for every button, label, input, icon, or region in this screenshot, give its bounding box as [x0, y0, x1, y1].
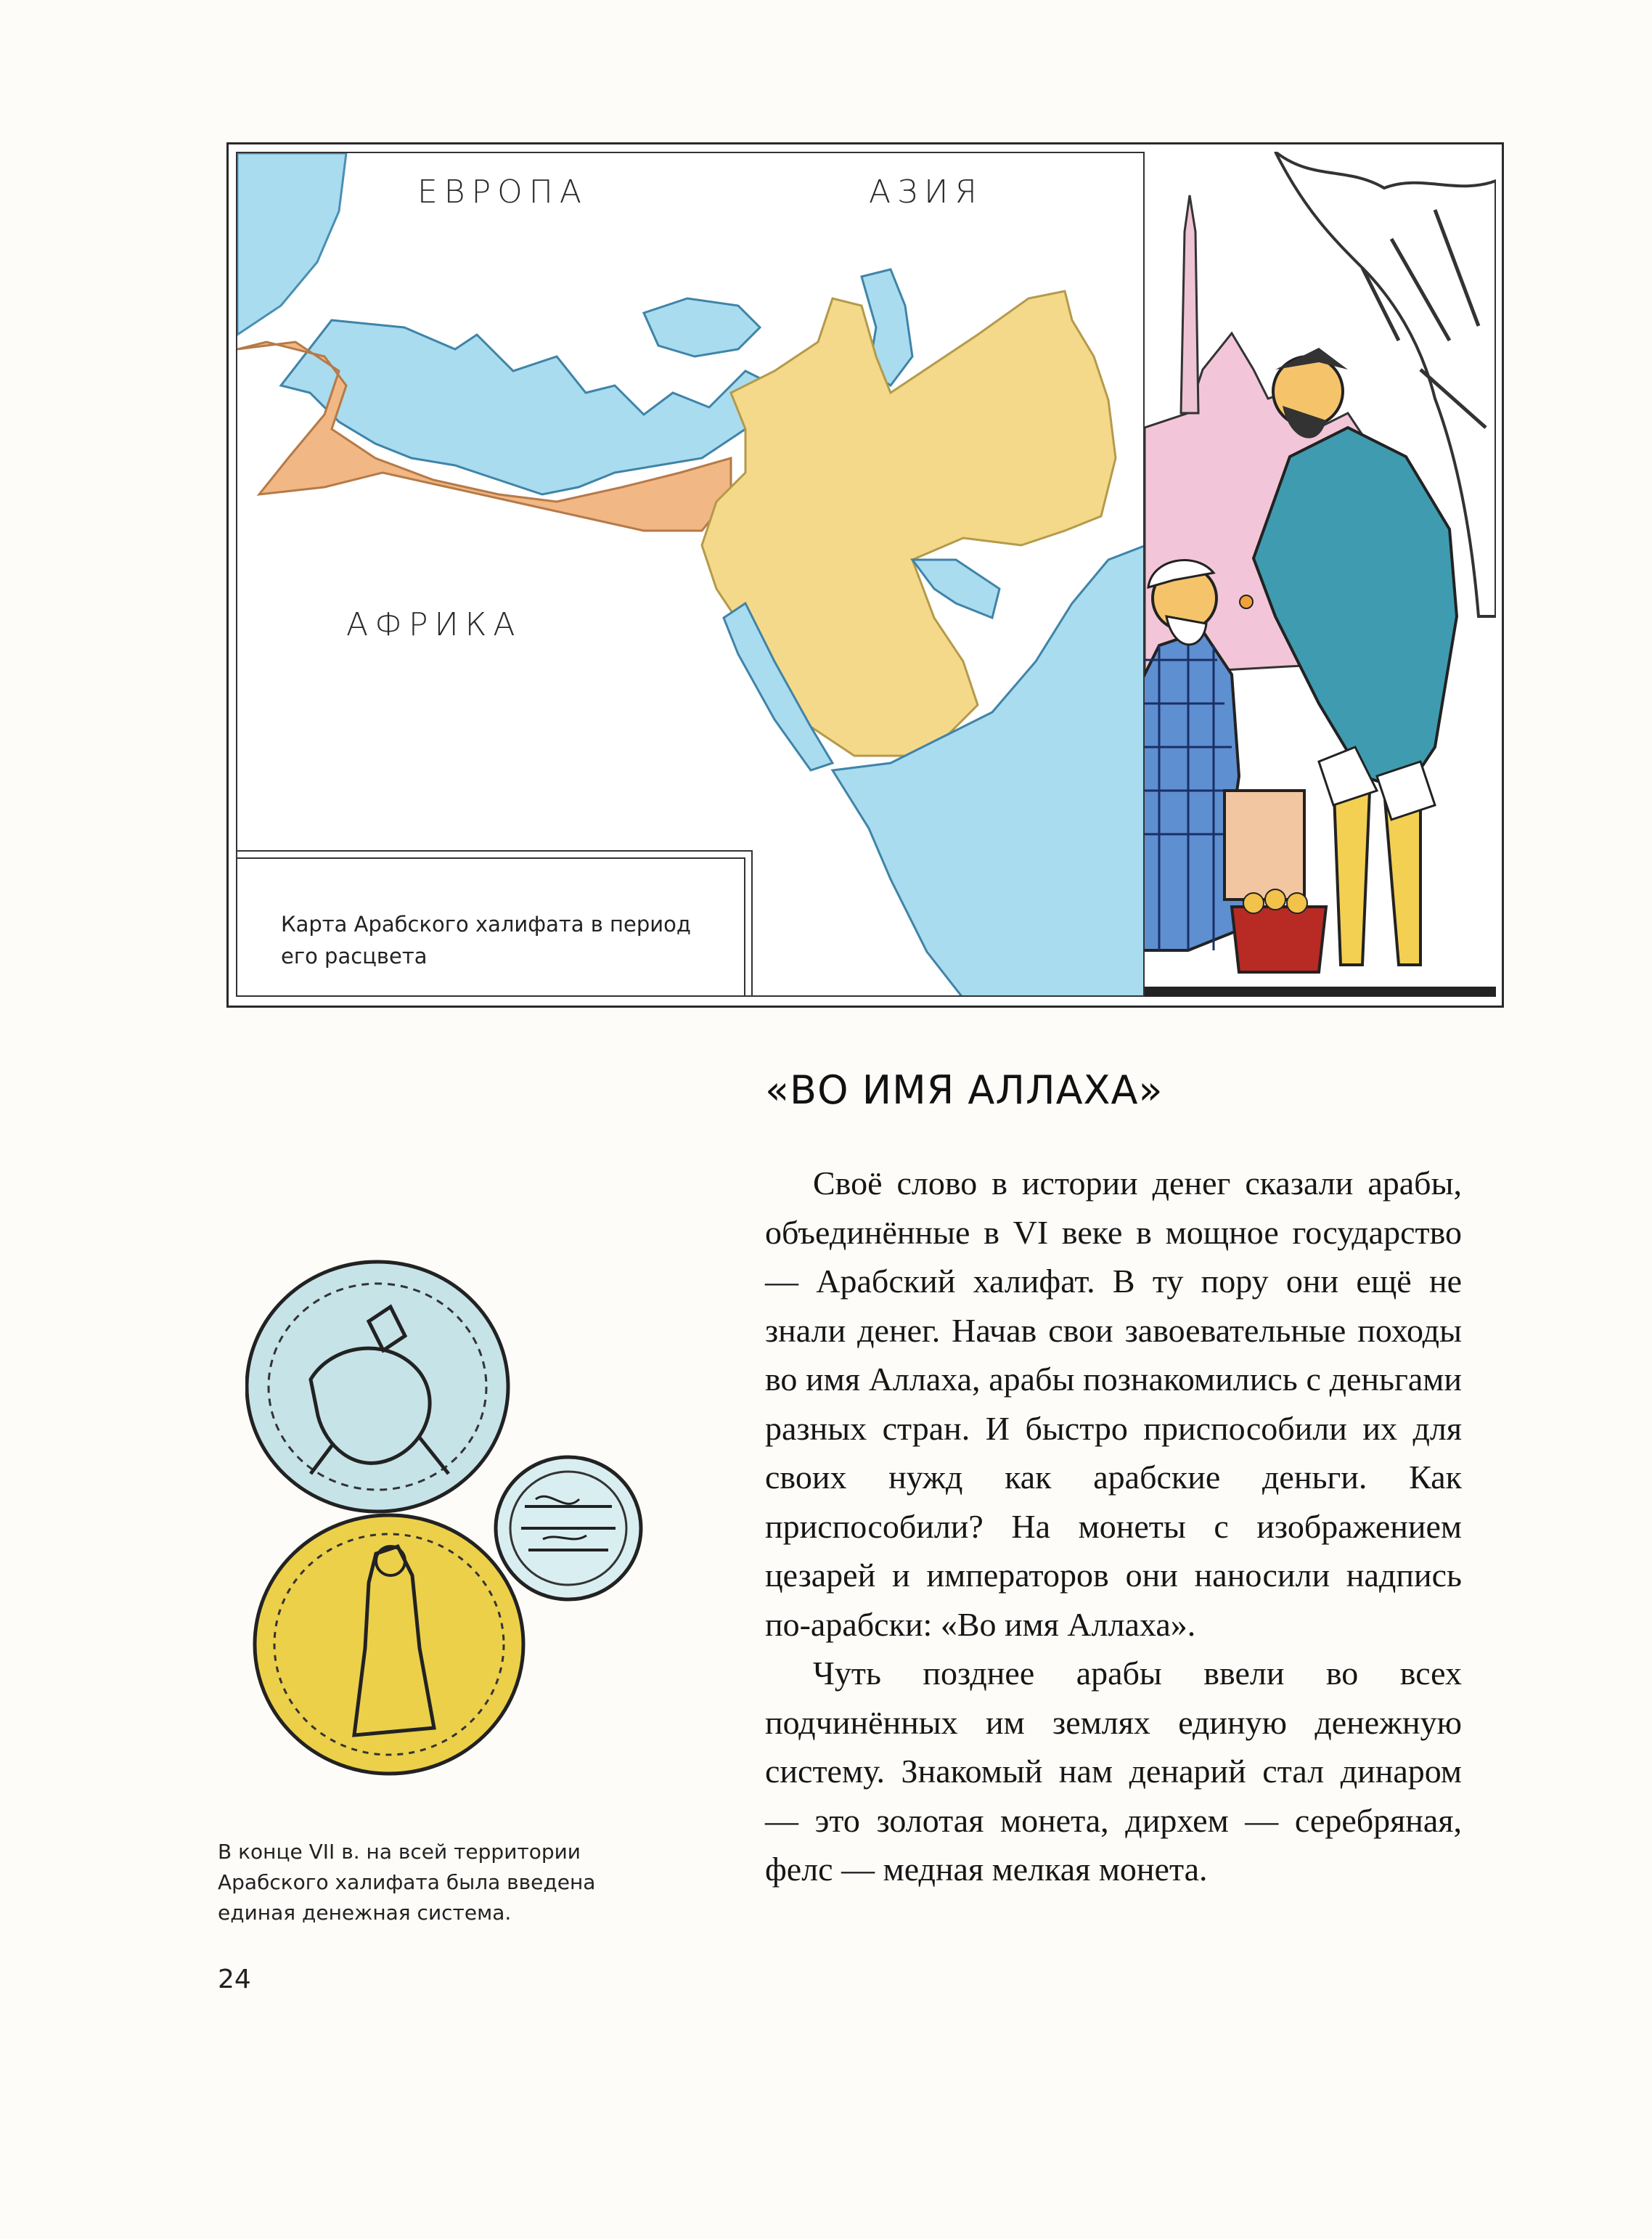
silver-coin-large [247, 1262, 508, 1512]
article-paragraph: Своё слово в истории денег сказали арабы, объединённые в VI веке в мощное государство — Арабский халифат. В ту пору они ещё не знали денег. Начав свои завоевательные походы во имя Аллаха, арабы познакомились с деньгами разных стран. И быстро приспособили их для своих нужд как арабские деньги. Как приспособили? На монеты с изображением цезарей и императоров они наносили надпись по-арабски: «Во имя Аллаха». [765, 1165, 1462, 1643]
silver-coin-small [496, 1457, 641, 1599]
caliphate-map [236, 152, 1145, 997]
article-paragraph: Чуть позднее арабы ввели во всех подчинённых им землях единую денежную систему. Знакомый нам денарий стал динаром — это золотая монета, дирхем — серебряная, фелс — медная мелкая монета. [765, 1655, 1462, 1888]
map-caption-box [237, 850, 753, 995]
map-label-europe: ЕВРОПА [417, 174, 588, 211]
map-label-asia: АЗИЯ [869, 174, 984, 211]
article-body [765, 1159, 1462, 1894]
gold-coin [255, 1515, 523, 1774]
map-caption: Карта Арабского халифата в период его расцвета [281, 912, 691, 968]
page-number: 24 [218, 1965, 251, 1994]
article-title: «ВО ИМЯ АЛЛАХА» [765, 1067, 1164, 1113]
coins-caption: В конце VII в. на всей территории Арабского халифата была введена единая денежная система. [218, 1840, 596, 1925]
merchants-illustration [1145, 152, 1496, 997]
merchants-drawing [1145, 152, 1496, 997]
coins-illustration [245, 1256, 652, 1779]
map-label-africa: АФРИКА [346, 606, 522, 643]
map-illustration-figure [226, 142, 1504, 1008]
coins-drawing [245, 1256, 652, 1779]
